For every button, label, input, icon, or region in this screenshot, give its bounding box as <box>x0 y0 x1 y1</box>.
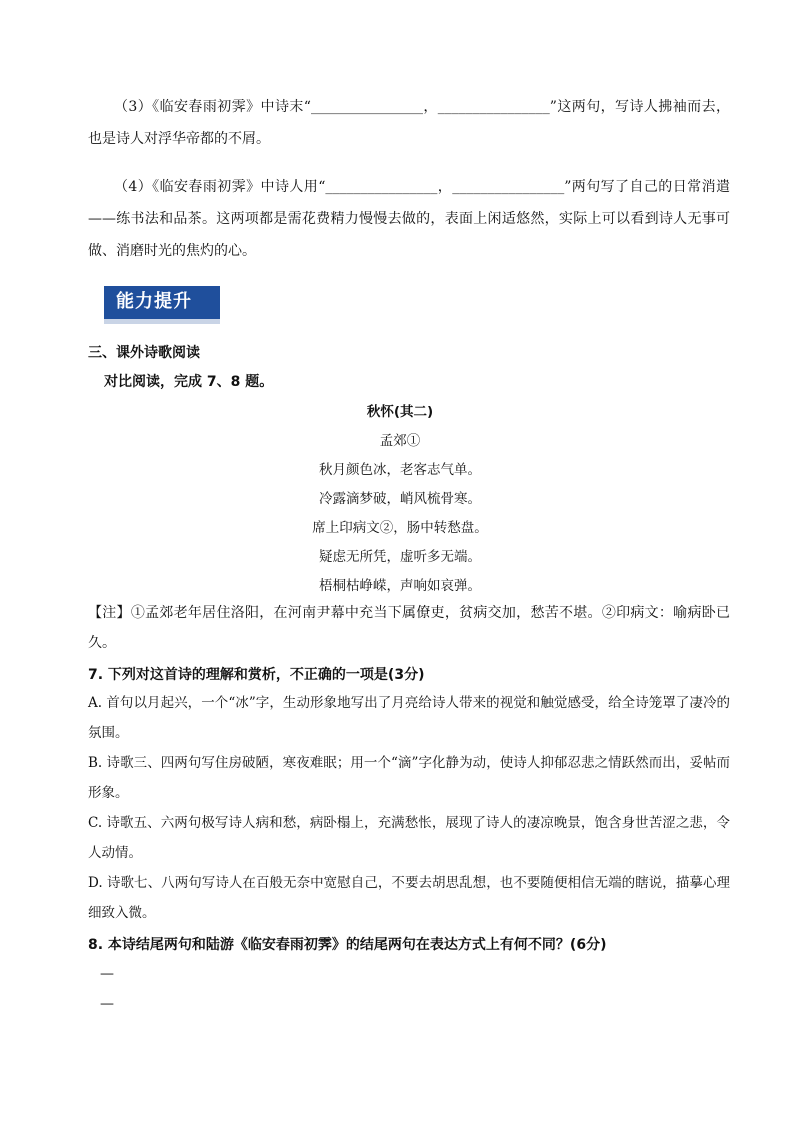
section-3-instruction: 对比阅读，完成 7、8 题。 <box>104 374 274 390</box>
section-banner <box>104 286 220 324</box>
question-7-option-d: D. 诗歌七、八两句写诗人在百般无奈中宽慰自己，不要去胡思乱想，也不要随便相信无端的瞎说，描摹心理细致入微。 <box>88 875 730 921</box>
poem-note: 【注】①孟郊老年居住洛阳，在河南尹幕中充当下属僚吏，贫病交加，愁苦不堪。②印病文：喻病卧已久。 <box>88 605 730 651</box>
answer-line: — <box>100 996 114 1012</box>
question-7-option-c: C. 诗歌五、六两句极写诗人病和愁，病卧榻上，充满愁怅，展现了诗人的凄凉晚景，饱含身世苦涩之悲，令人动情。 <box>88 815 730 861</box>
poem-author: 孟郊① <box>379 433 421 449</box>
question-8-stem: 8. 本诗结尾两句和陆游《临安春雨初霁》的结尾两句在表达方式上有何不同？(6分) <box>88 937 607 953</box>
answer-line: — <box>100 966 114 982</box>
poem-line: 梧桐枯峥嵘，声响如哀弹。 <box>319 578 481 594</box>
question-7-stem: 7. 下列对这首诗的理解和赏析，不正确的一项是(3分) <box>88 667 425 683</box>
section-banner-label: 能力提升 <box>116 291 192 312</box>
poem-line: 疑虑无所凭，虚听多无端。 <box>319 549 481 565</box>
poem-line: 席上印病文②，肠中转愁盘。 <box>312 520 488 536</box>
question-3-paragraph: （3）《临安春雨初霁》中诗末“________________，________________”这两句，写诗人拂袖而去，也是诗人对浮华帝都的不屑。 <box>88 99 730 147</box>
question-4-paragraph: （4）《临安春雨初霁》中诗人用“________________，________________”两句写了自己的日常消遣——练书法和品茶。这两项都是需花费精力慢慢去做的，表面上闲适悠然，实际上可以看到诗人无事可做、消磨时光的焦灼的心。 <box>88 179 730 259</box>
poem-line: 冷露滴梦破，峭风梳骨寒。 <box>319 491 481 507</box>
question-7-option-b: B. 诗歌三、四两句写住房破陋，寒夜难眠；用一个“滴”字化静为动，使诗人抑郁忍悲之情跃然而出，妥帖而形象。 <box>88 755 730 801</box>
poem-title: 秋怀(其二) <box>366 404 434 420</box>
poem-line: 秋月颜色冰，老客志气单。 <box>319 462 481 478</box>
section-3-heading: 三、课外诗歌阅读 <box>88 345 200 361</box>
question-7-option-a: A. 首句以月起兴，一个“冰”字，生动形象地写出了月亮给诗人带来的视觉和触觉感受，给全诗笼罩了凄冷的氛围。 <box>88 695 730 741</box>
